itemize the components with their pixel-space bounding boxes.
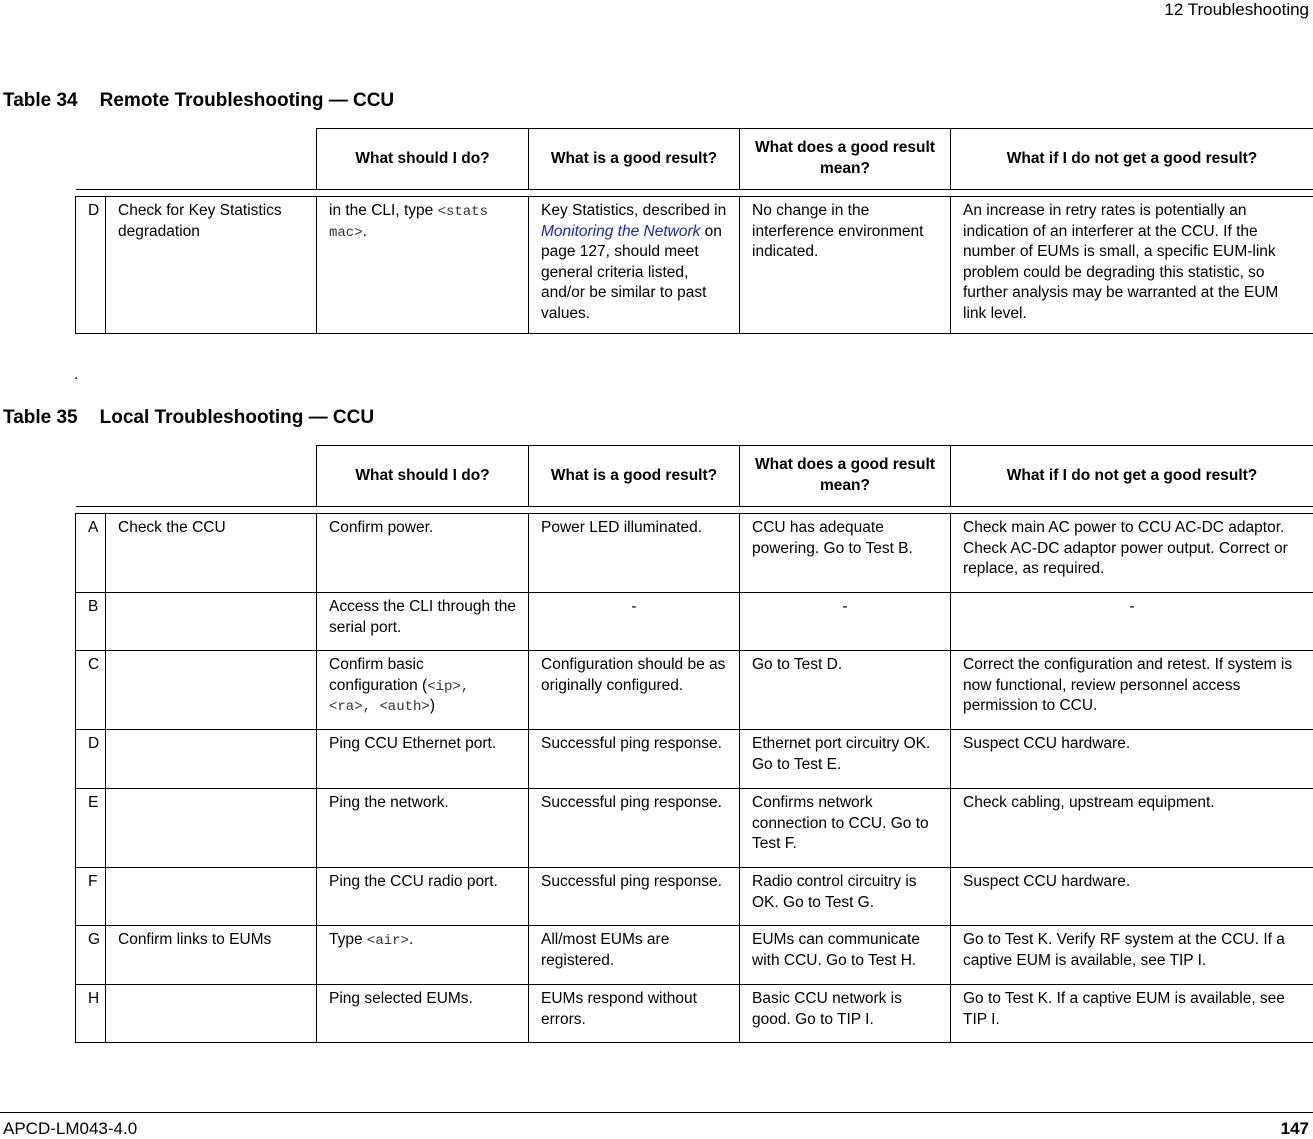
table-row [76,926,1313,985]
stray-period: . [74,366,78,384]
table-34-title-text: Remote Troubleshooting — CCU [100,90,395,111]
good-result-cell: Successful ping response. [529,868,740,926]
meaning-cell: Confirms network connection to CCU. Go to Test F. [740,789,951,868]
action-cell: Ping selected EUMs. [317,985,529,1043]
step-letter: A [76,514,106,593]
check-cell: Check the CCU [106,514,317,593]
bad-result-cell: Check cabling, upstream equipment. [951,789,1313,868]
header-bad-result: What if I do not get a good result? [951,129,1313,190]
header-good-result: What is a good result? [529,129,740,190]
header-what-to-do: What should I do? [317,129,529,190]
bad-result-cell: Go to Test K. Verify RF system at the CCU. If a captive EUM is available, see TIP I. [951,926,1313,985]
good-result-cell: Power LED illuminated. [529,514,740,593]
step-letter: F [76,868,106,926]
cli-command: <air> [367,933,409,949]
bad-result-cell: Correct the configuration and retest. If system is now functional, review personnel access permission to CCU. [951,651,1313,730]
check-cell [106,730,317,789]
cli-command: <stats mac> [329,204,488,241]
header-good-result-meaning: What does a good result mean? [740,129,951,190]
step-letter: H [76,985,106,1043]
bad-result-cell: - [951,593,1313,651]
action-cell: Type <air>. [317,926,529,985]
table-row [76,593,1313,651]
good-result-cell: Successful ping response. [529,789,740,868]
check-cell: Confirm links to EUMs [106,926,317,985]
meaning-cell: Basic CCU network is good. Go to TIP I. [740,985,951,1043]
step-letter: D [76,730,106,789]
action-cell: Ping the network. [317,789,529,868]
action-cell: Confirm power. [317,514,529,593]
step-letter: C [76,651,106,730]
action-cell: Confirm basic configuration (<ip>, <ra>, <auth>) [317,651,529,730]
table-34-title [3,90,394,112]
meaning-cell: Go to Test D. [740,651,951,730]
table-35-title [3,407,374,429]
check-cell [106,985,317,1043]
page-number: 147 [1281,1119,1309,1139]
step-letter: B [76,593,106,651]
local-troubleshooting-table [75,445,1313,1043]
header-blank [76,129,317,190]
table-35-number: Table 35 [3,407,78,428]
document-id: APCD-LM043-4.0 [3,1119,137,1139]
meaning-cell: Radio control circuitry is OK. Go to Test G. [740,868,951,926]
good-result-cell: - [529,593,740,651]
step-letter: G [76,926,106,985]
bad-result-cell: An increase in retry rates is potentially an indication of an interferer at the CCU. If the number of EUMs is small, a specific EUM-link problem could be degrading this statistic, so further analysis may be warranted at the EUM link level. [951,197,1313,334]
action-cell: Ping the CCU radio port. [317,868,529,926]
header-good-result-meaning: What does a good result mean? [740,446,951,507]
header-what-to-do: What should I do? [317,446,529,507]
table-row [76,197,1313,334]
bad-result-cell: Suspect CCU hardware. [951,868,1313,926]
header-bad-result: What if I do not get a good result? [951,446,1313,507]
check-cell [106,651,317,730]
good-result-cell: Configuration should be as originally configured. [529,651,740,730]
table-row [76,651,1313,730]
action-cell: in the CLI, type <stats mac>. [317,197,529,334]
good-result-cell: EUMs respond without errors. [529,985,740,1043]
good-result-cell: Successful ping response. [529,730,740,789]
footer-divider [0,1112,1313,1113]
check-cell [106,593,317,651]
action-cell: Ping CCU Ethernet port. [317,730,529,789]
check-cell: Check for Key Statistics degradation [106,197,317,334]
meaning-cell: Ethernet port circuitry OK. Go to Test E. [740,730,951,789]
meaning-cell: No change in the interference environment indicated. [740,197,951,334]
header-good-result: What is a good result? [529,446,740,507]
bad-result-cell: Go to Test K. If a captive EUM is available, see TIP I. [951,985,1313,1043]
table-row [76,789,1313,868]
good-result-cell: All/most EUMs are registered. [529,926,740,985]
cli-command: <ip>, <ra>, <auth> [329,679,469,716]
bad-result-cell: Check main AC power to CCU AC-DC adaptor. Check AC-DC adaptor power output. Correct or replace, as required. [951,514,1313,593]
meaning-cell: - [740,593,951,651]
action-cell: Access the CLI through the serial port. [317,593,529,651]
table-row [76,985,1313,1043]
good-result-cell: Key Statistics, described in Monitoring the Network on page 127, should meet general criteria listed, and/or be similar to past values. [529,197,740,334]
meaning-cell: CCU has adequate powering. Go to Test B. [740,514,951,593]
monitoring-network-link[interactable]: Monitoring the Network [541,223,700,240]
check-cell [106,789,317,868]
step-letter: D [76,197,106,334]
remote-troubleshooting-table [75,128,1313,334]
meaning-cell: EUMs can communicate with CCU. Go to Test H. [740,926,951,985]
chapter-heading: 12 Troubleshooting [1164,0,1309,20]
table-row [76,868,1313,926]
step-letter: E [76,789,106,868]
table-35-title-text: Local Troubleshooting — CCU [100,407,374,428]
header-blank [76,446,317,507]
bad-result-cell: Suspect CCU hardware. [951,730,1313,789]
table-row [76,730,1313,789]
table-row [76,514,1313,593]
table-34-number: Table 34 [3,90,78,111]
check-cell [106,868,317,926]
